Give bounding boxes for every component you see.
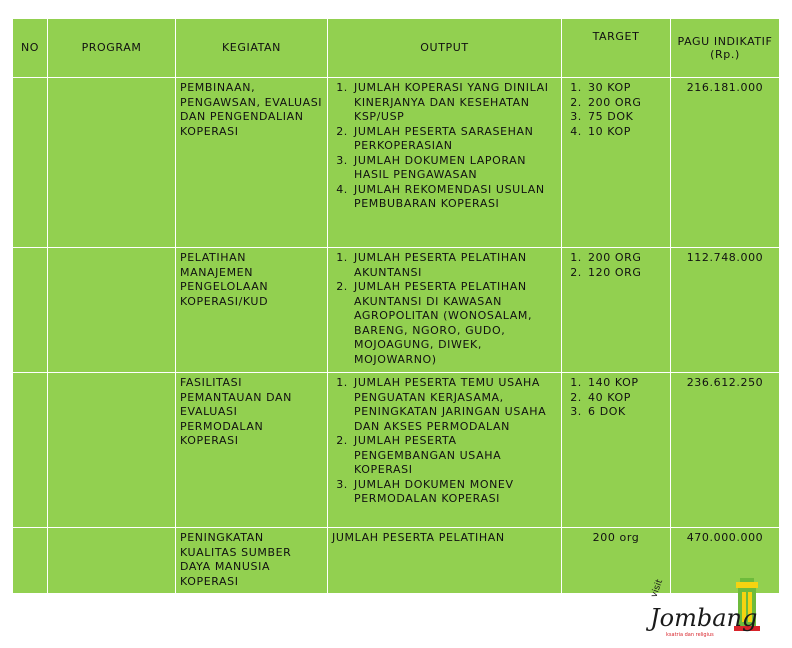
cell-no [13,248,48,373]
target-item: 2. 40 KOP [586,391,666,406]
cell-pagu: 216.181.000 [671,78,780,248]
cell-pagu: 470.000.000 [671,528,780,594]
header-output: OUTPUT [328,19,562,78]
cell-output: JUMLAH PESERTA PELATIHAN [328,528,562,594]
output-list [332,81,557,212]
target-item: 4. 10 KOP [586,125,666,140]
cell-program [48,528,176,594]
cell-program [48,78,176,248]
output-item: 2. JUMLAH PESERTA SARASEHAN PERKOPERASIAN [352,125,557,154]
target-list [566,251,666,280]
target-item: 1. 140 KOP [586,376,666,391]
cell-target: 200 org [562,528,671,594]
cell-no [13,78,48,248]
header-pagu: PAGU INDIKATIF (Rp.) [671,19,780,78]
output-list [332,251,557,367]
logo-name-text: Jombang [650,604,758,632]
table-row [13,78,780,248]
target-item: 1. 200 ORG [586,251,666,266]
cell-output [328,373,562,528]
logo-visit-text: visit [649,578,666,600]
output-list [332,376,557,507]
cell-pagu: 236.612.250 [671,373,780,528]
target-list [566,81,666,139]
visit-jombang-logo [636,578,766,644]
cell-kegiatan: FASILITASI PEMANTAUAN DAN EVALUASI PERMODALAN KOPERASI [176,373,328,528]
cell-pagu: 112.748.000 [671,248,780,373]
output-item: 3. JUMLAH DOKUMEN LAPORAN HASIL PENGAWASAN [352,154,557,183]
header-target: TARGET [562,19,671,78]
header-kegiatan: KEGIATAN [176,19,328,78]
cell-target [562,373,671,528]
target-item: 2. 120 ORG [586,266,666,281]
output-item: 1. JUMLAH PESERTA PELATIHAN AKUNTANSI [352,251,557,280]
cell-no [13,373,48,528]
cell-output [328,248,562,373]
cell-program [48,248,176,373]
cell-kegiatan: PEMBINAAN, PENGAWSAN, EVALUASI DAN PENGENDALIAN KOPERASI [176,78,328,248]
program-table [12,18,780,594]
cell-target [562,78,671,248]
target-item: 1. 30 KOP [586,81,666,96]
cell-kegiatan: PELATIHAN MANAJEMEN PENGELOLAAN KOPERASI/KUD [176,248,328,373]
cell-program [48,373,176,528]
output-item: 2. JUMLAH PESERTA PENGEMBANGAN USAHA KOPERASI [352,434,557,478]
target-item: 3. 6 DOK [586,405,666,420]
target-list [566,376,666,420]
table-header-row [13,19,780,78]
target-item: 3. 75 DOK [586,110,666,125]
table-row [13,373,780,528]
header-program: PROGRAM [48,19,176,78]
cell-kegiatan: PENINGKATAN KUALITAS SUMBER DAYA MANUSIA KOPERASI [176,528,328,594]
header-no: NO [13,19,48,78]
output-item: 3. JUMLAH DOKUMEN MONEV PERMODALAN KOPERASI [352,478,557,507]
output-item: 2. JUMLAH PESERTA PELATIHAN AKUNTANSI DI KAWASAN AGROPOLITAN (WONOSALAM, BARENG, NGORO, GUDO, MOJOAGUNG, DIWEK, MOJOWARNO) [352,280,557,367]
table-row [13,248,780,373]
output-item: 1. JUMLAH PESERTA TEMU USAHA PENGUATAN KERJASAMA, PENINGKATAN JARINGAN USAHA DAN AKSES PERMODALAN [352,376,557,434]
cell-target [562,248,671,373]
output-item: 4. JUMLAH REKOMENDASI USULAN PEMBUBARAN KOPERASI [352,183,557,212]
output-item: 1. JUMLAH KOPERASI YANG DINILAI KINERJANYA DAN KESEHATAN KSP/USP [352,81,557,125]
target-item: 2. 200 ORG [586,96,666,111]
cell-output [328,78,562,248]
logo-tagline-text: ksatria dan religius [666,632,714,638]
cell-no [13,528,48,594]
